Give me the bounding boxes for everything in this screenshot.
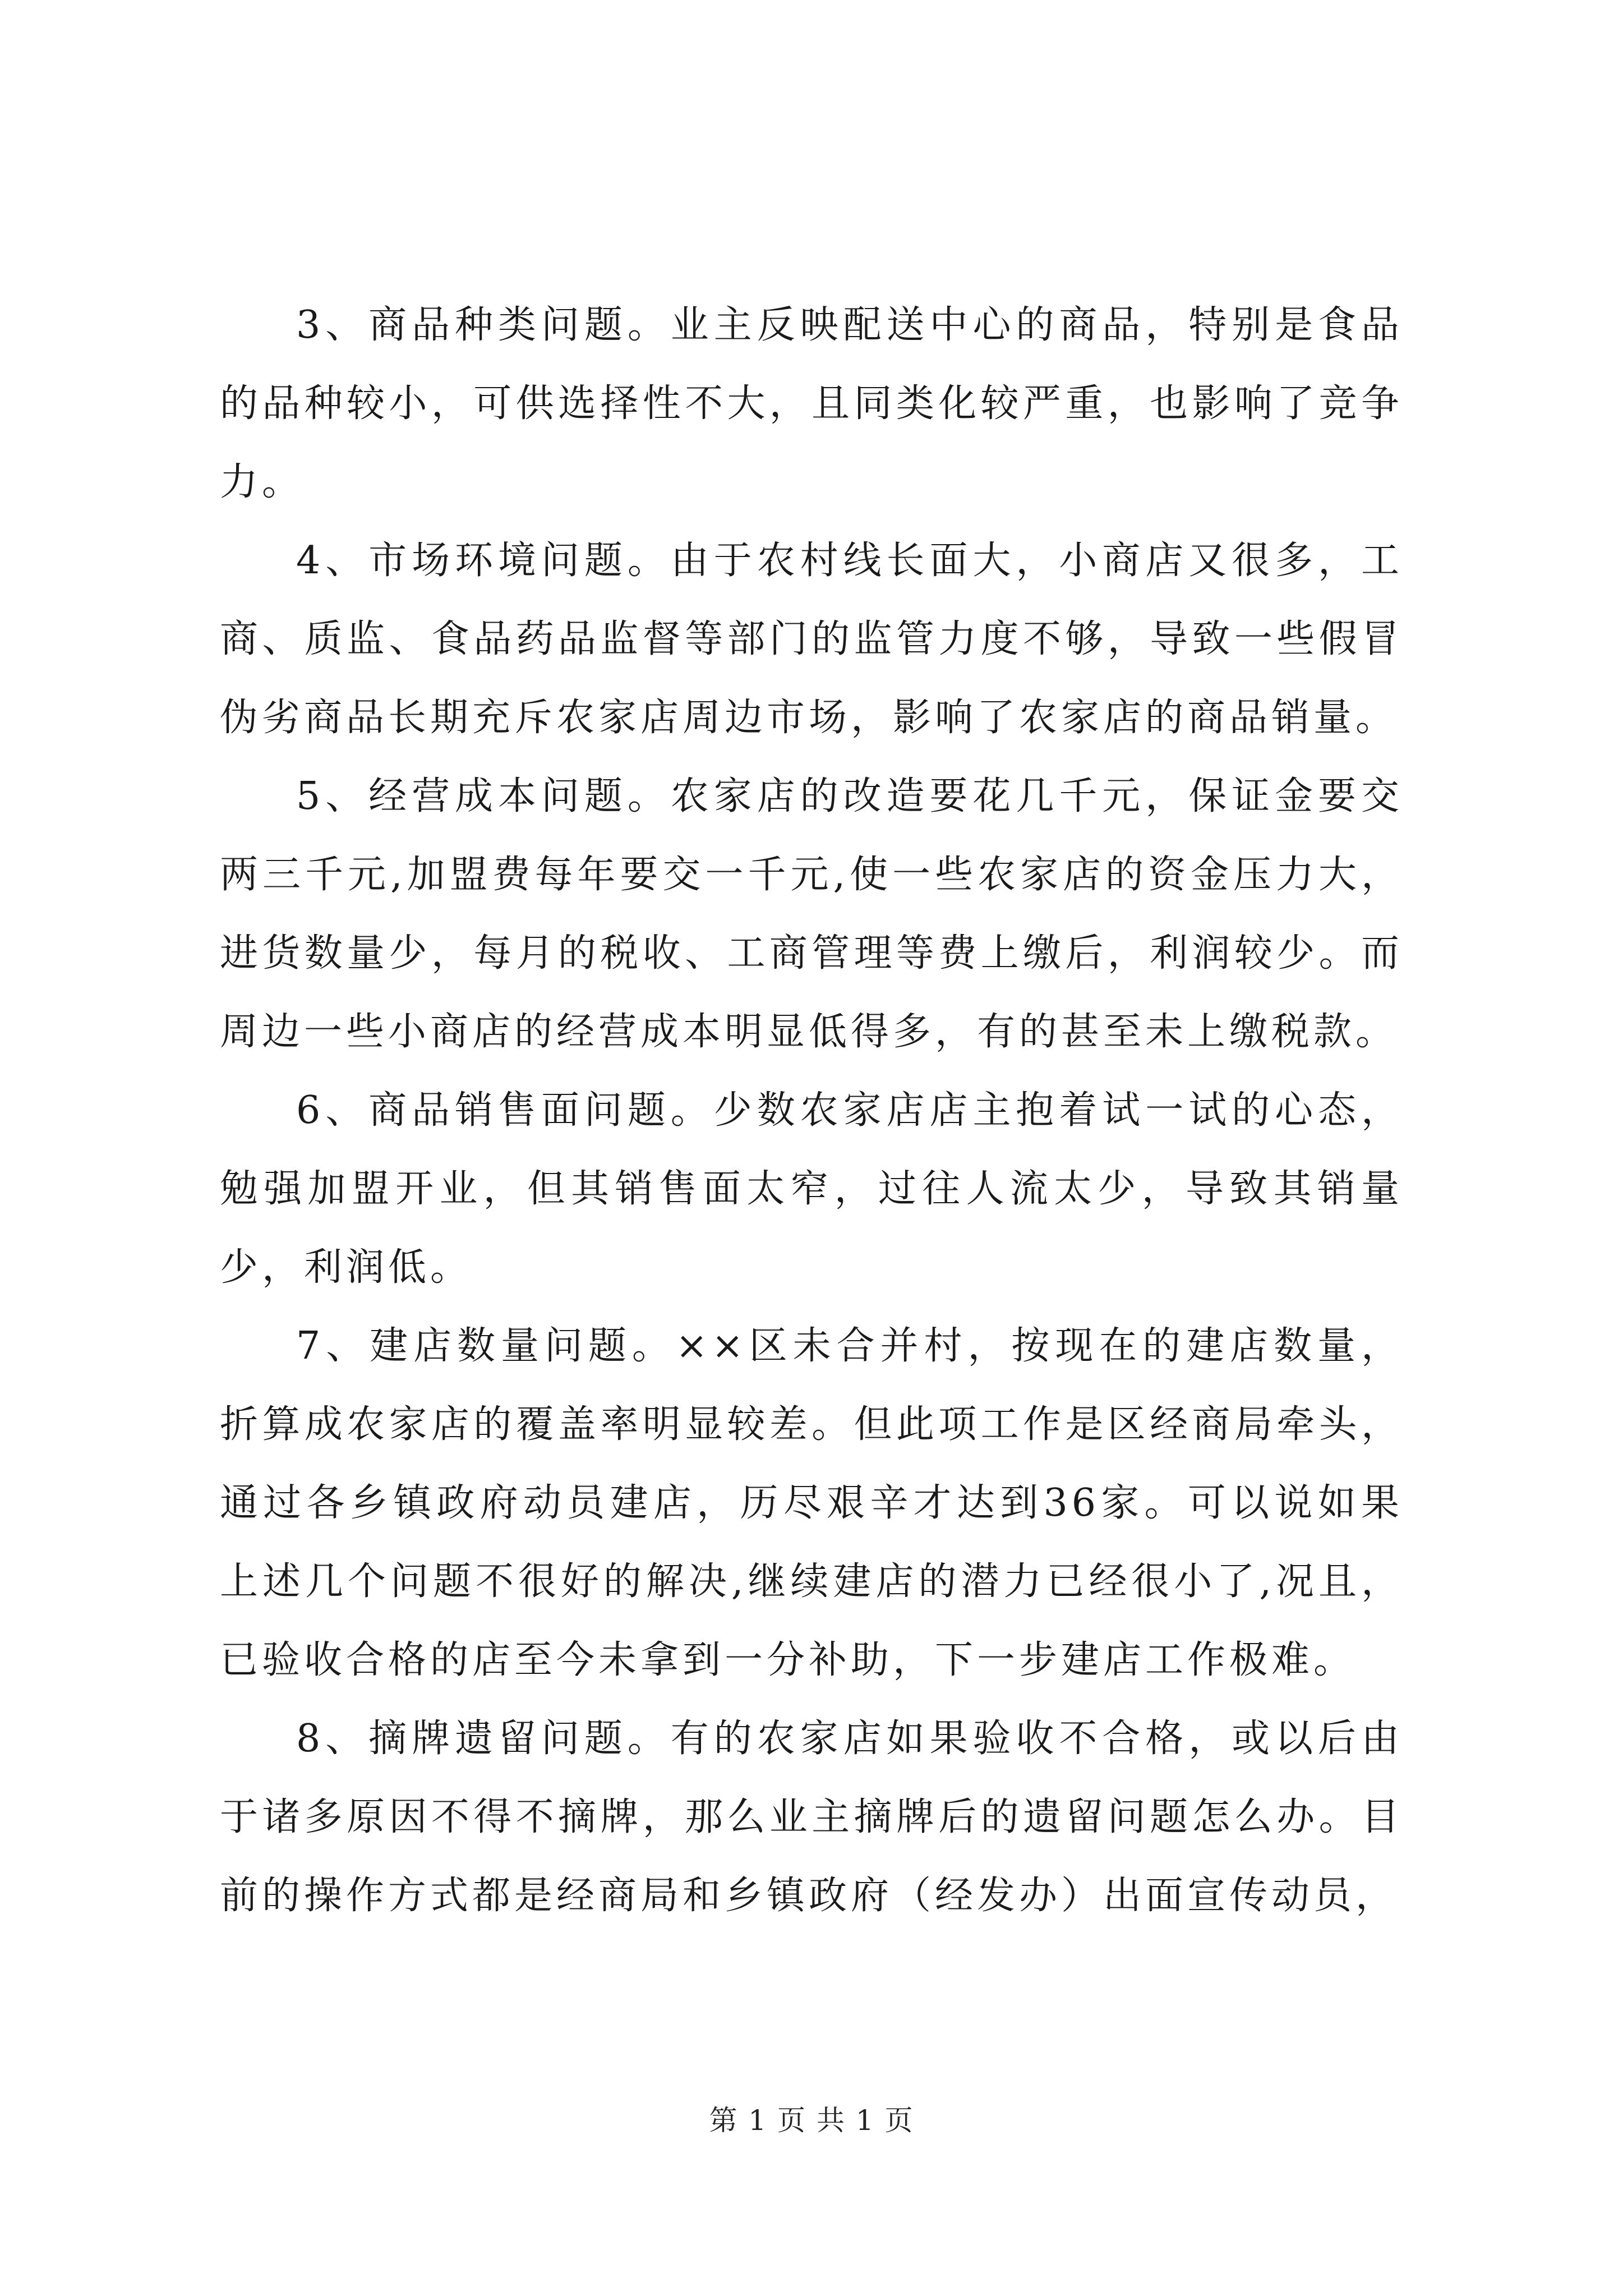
document-body: [220, 286, 1403, 1935]
paragraph-3: 3、商品种类问题。业主反映配送中心的商品，特别是食品的品种较小，可供选择性不大，且同类化较严重，也影响了竞争力。: [220, 303, 1403, 504]
paragraph-6: 6、商品销售面问题。少数农家店店主抱着试一试的心态，勉强加盟开业，但其销售面太窄，过往人流太少，导致其销量少，利润低。: [220, 1088, 1403, 1290]
paragraph-5: 5、经营成本问题。农家店的改造要花几千元，保证金要交两三千元,加盟费每年要交一千元,使一些农家店的资金压力大，进货数量少，每月的税收、工商管理等费上缴后，利润较少。而周边一些小商店的经营成本明显低得多，有的甚至未上缴税款。: [220, 774, 1403, 1054]
paragraph-4: 4、市场环境问题。由于农村线长面大，小商店又很多，工商、质监、食品药品监督等部门的监管力度不够，导致一些假冒伪劣商品长期充斥农家店周边市场，影响了农家店的商品销量。: [220, 539, 1403, 740]
page-footer: 第 1 页 共 1 页: [709, 2104, 914, 2137]
paragraph-8: 8、摘牌遗留问题。有的农家店如果验收不合格，或以后由于诸多原因不得不摘牌，那么业主摘牌后的遗留问题怎么办。目前的操作方式都是经商局和乡镇政府（经发办）出面宣传动员，: [220, 1717, 1403, 1918]
paragraph-7: 7、建店数量问题。××区未合并村，按现在的建店数量，折算成农家店的覆盖率明显较差。但此项工作是区经商局牵头，通过各乡镇政府动员建店，历尽艰辛才达到36家。可以说如果上述几个问题不很好的解决,继续建店的潜力已经很小了,况且，已验收合格的店至今未拿到一分补助，下一步建店工作极难。: [220, 1324, 1403, 1682]
